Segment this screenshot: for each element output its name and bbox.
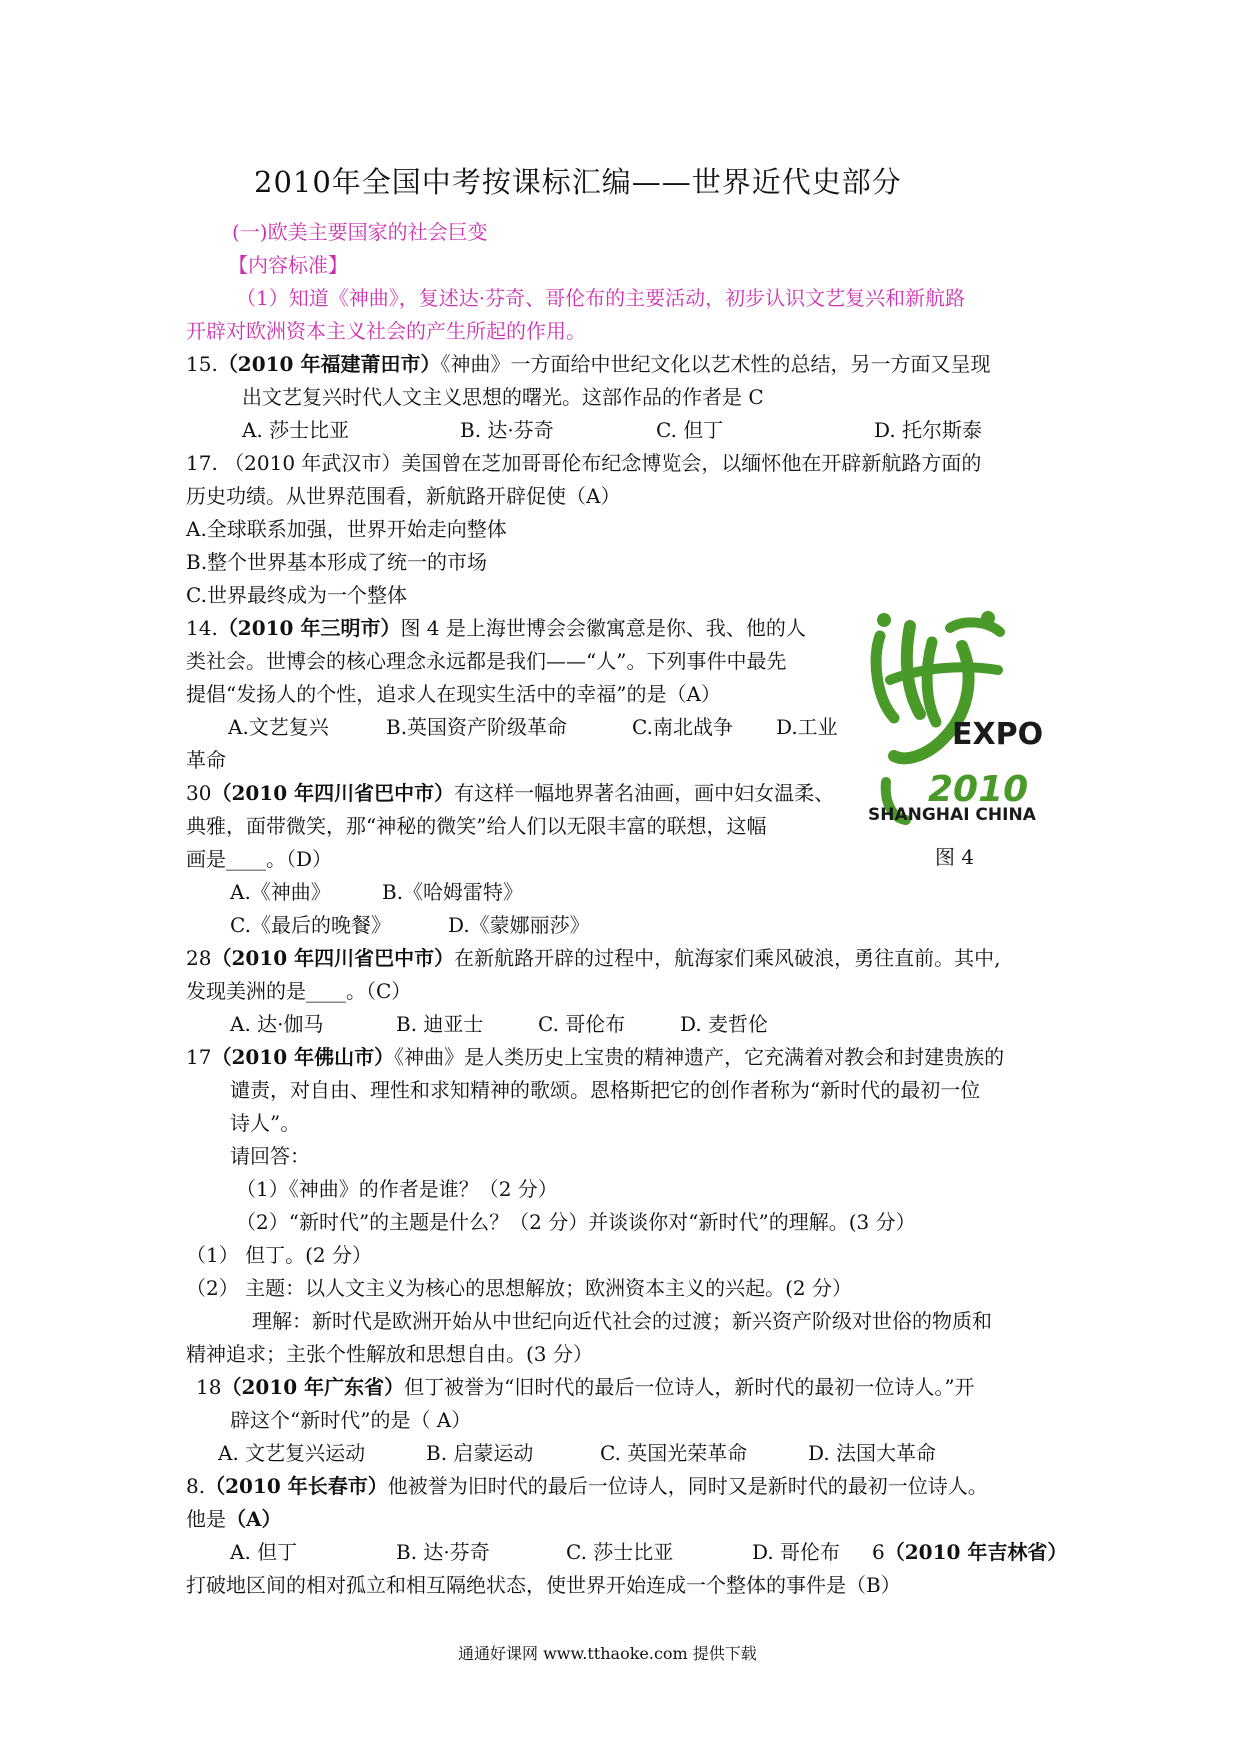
- question-17b-answer-2: （2） 主题：以人文主义为核心的思想解放；欧洲资本主义的兴起。(2 分）: [186, 1276, 852, 1300]
- question-17b-line-1: [186, 1041, 1004, 1073]
- question-30-options-1: [230, 876, 523, 908]
- option-a: A.文艺复兴: [228, 715, 329, 739]
- option-c: C.《最后的晚餐》: [230, 913, 391, 937]
- standard-text-line-1: （1）知道《神曲》，复述达·芬奇、哥伦布的主要活动，初步认识文艺复兴和新航路: [236, 286, 966, 310]
- question-30-line-1: [186, 777, 834, 809]
- option-d: D. 哥伦布: [752, 1540, 841, 1564]
- option-c: C. 哥伦布: [538, 1012, 626, 1036]
- question-8-options-with-q6: [230, 1536, 1067, 1568]
- question-text: 在新航路开辟的过程中，航海家们乘风破浪，勇往直前。其中,: [454, 946, 1001, 970]
- page-title: 2010年全国中考按课标汇编——世界近代史部分: [254, 165, 902, 199]
- question-number: 18: [196, 1375, 222, 1399]
- option-c: C. 莎士比亚: [566, 1540, 674, 1564]
- figure-caption: 图 4: [935, 845, 975, 869]
- question-17a-option-c: C.世界最终成为一个整体: [186, 583, 407, 607]
- question-6-source: （2010 年吉林省）: [884, 1540, 1068, 1564]
- question-30-line-2: 典雅，面带微笑，那“神秘的微笑”给人们以无限丰富的联想，这幅: [186, 814, 767, 838]
- question-17a-line-1: 17. （2010 年武汉市）美国曾在芝加哥哥伦布纪念博览会，以缅怀他在开辟新航路方面的: [186, 451, 982, 475]
- question-source: （2010 年三明市）: [217, 616, 401, 640]
- expo-logo-figure: [866, 606, 1066, 826]
- question-17a-option-a: A.全球联系加强，世界开始走向整体: [186, 517, 507, 541]
- option-c: C. 英国光荣革命: [600, 1441, 748, 1465]
- option-a: A. 但丁: [230, 1540, 298, 1564]
- question-14-options: [228, 711, 838, 743]
- option-d: D.工业: [776, 715, 838, 739]
- question-6-number: 6: [872, 1540, 885, 1564]
- question-15-line-2: 出文艺复兴时代人文主义思想的曙光。这部作品的作者是 C: [242, 385, 764, 409]
- option-a: A. 莎士比亚: [242, 418, 350, 442]
- question-source: （2010 年广东省）: [221, 1375, 405, 1399]
- option-a: A. 文艺复兴运动: [218, 1441, 366, 1465]
- option-b: B.英国资产阶级革命: [386, 715, 568, 739]
- question-source: （2010 年四川省巴中市）: [211, 946, 455, 970]
- question-text: 《神曲》一方面给中世纪文化以艺术性的总结，另一方面又呈现: [440, 352, 991, 376]
- question-source: （2010 年佛山市）: [211, 1045, 395, 1069]
- expo-logo-icon: [866, 606, 1066, 826]
- standard-text-line-2: 开辟对欧洲资本主义社会的产生所起的作用。: [186, 319, 586, 343]
- option-b: B. 迪亚士: [396, 1012, 484, 1036]
- option-b: B. 达·芬奇: [460, 418, 554, 442]
- question-number: 8.: [186, 1474, 206, 1498]
- question-17a-option-b: B.整个世界基本形成了统一的市场: [186, 550, 488, 574]
- option-a: A.《神曲》: [230, 880, 331, 904]
- question-14-line-1: [186, 612, 806, 644]
- question-6-line-1: 打破地区间的相对孤立和相互隔绝状态，使世界开始连成一个整体的事件是（B）: [186, 1573, 901, 1597]
- option-b: B. 达·芬奇: [396, 1540, 490, 1564]
- section-heading: (一)欧美主要国家的社会巨变: [232, 220, 488, 244]
- question-18-options: [218, 1437, 936, 1469]
- question-source: （2010 年四川省巴中市）: [211, 781, 455, 805]
- question-text: 有这样一幅地界著名油画，画中妇女温柔、: [454, 781, 835, 805]
- question-17b-sub-1: （1）《神曲》的作者是谁？（2 分）: [236, 1177, 558, 1201]
- option-c: C. 但丁: [656, 418, 724, 442]
- question-18-line-1: [196, 1371, 975, 1403]
- question-15-line-1: [186, 348, 990, 380]
- question-number: 14.: [186, 616, 218, 640]
- standard-label: 【内容标准】: [228, 253, 348, 277]
- question-8-line-2: [186, 1503, 282, 1535]
- option-d: D. 法国大革命: [808, 1441, 937, 1465]
- option-c: C.南北战争: [632, 715, 733, 739]
- question-17b-line-3: 诗人”。: [230, 1111, 301, 1135]
- option-d: D.《蒙娜丽莎》: [448, 913, 590, 937]
- question-text: 他被誉为旧时代的最后一位诗人，同时又是新时代的最初一位诗人。: [387, 1474, 988, 1498]
- question-14-wrap: 革命: [186, 748, 226, 772]
- question-17b-prompt: 请回答：: [230, 1144, 310, 1168]
- question-text: 《神曲》是人类历史上宝贵的精神遗产，它充满着对教会和封建贵族的: [394, 1045, 1005, 1069]
- option-b: B. 启蒙运动: [426, 1441, 534, 1465]
- question-8-line-1: [186, 1470, 988, 1502]
- question-17b-answer-1: （1） 但丁。(2 分）: [186, 1243, 372, 1267]
- question-28-options: [230, 1008, 768, 1040]
- logo-year: 2010: [928, 769, 1029, 810]
- question-28-line-1: [186, 942, 1000, 974]
- question-30-line-3: 画是____。（D）: [186, 847, 333, 871]
- question-17a-line-2: 历史功绩。从世界范围看，新航路开辟促使（A）: [186, 484, 621, 508]
- question-number: 17: [186, 1045, 212, 1069]
- question-text: 图 4 是上海世博会会徽寓意是你、我、他的人: [400, 616, 806, 640]
- question-30-options-2: [230, 909, 590, 941]
- question-14-line-2: 类社会。世博会的核心理念永远都是我们——“人”。下列事件中最先: [186, 649, 787, 673]
- question-source: （2010 年福建莆田市）: [217, 352, 441, 376]
- question-17b-answer-4: 精神追求；主张个性解放和思想自由。(3 分）: [186, 1342, 593, 1366]
- logo-city-text: SHANGHAI CHINA: [868, 805, 1036, 825]
- question-28-line-2: 发现美洲的是____。（C）: [186, 979, 412, 1003]
- option-b: B.《哈姆雷特》: [382, 880, 524, 904]
- page-footer: 通通好课网 www.tthaoke.com 提供下载: [458, 1644, 757, 1663]
- question-18-line-2: 辟这个“新时代”的是（ A）: [230, 1408, 472, 1432]
- question-17b-line-2: 谴责，对自由、理性和求知精神的歌颂。恩格斯把它的创作者称为“新时代的最初一位: [230, 1078, 981, 1102]
- question-source: （2010 年长春市）: [205, 1474, 388, 1498]
- question-number: 28: [186, 946, 212, 970]
- question-text: 他是: [186, 1507, 226, 1531]
- question-17b-answer-3: 理解：新时代是欧洲开始从中世纪向近代社会的过渡；新兴资产阶级对世俗的物质和: [252, 1309, 992, 1333]
- question-17b-sub-2: （2）“新时代”的主题是什么？（2 分）并谈谈你对“新时代”的理解。(3 分）: [236, 1210, 916, 1234]
- logo-expo-text: EXPO: [952, 717, 1044, 752]
- option-d: D. 托尔斯泰: [874, 418, 983, 442]
- option-d: D. 麦哲伦: [680, 1012, 769, 1036]
- question-number: 30: [186, 781, 212, 805]
- question-answer: （A）: [226, 1507, 282, 1531]
- option-a: A. 达·伽马: [230, 1012, 324, 1036]
- question-15-options: [242, 414, 982, 446]
- question-14-line-3: 提倡“发扬人的个性，追求人在现实生活中的幸福”的是（A）: [186, 682, 721, 706]
- question-number: 15.: [186, 352, 218, 376]
- question-text: 但丁被誉为“旧时代的最后一位诗人，新时代的最初一位诗人。”开: [404, 1375, 975, 1399]
